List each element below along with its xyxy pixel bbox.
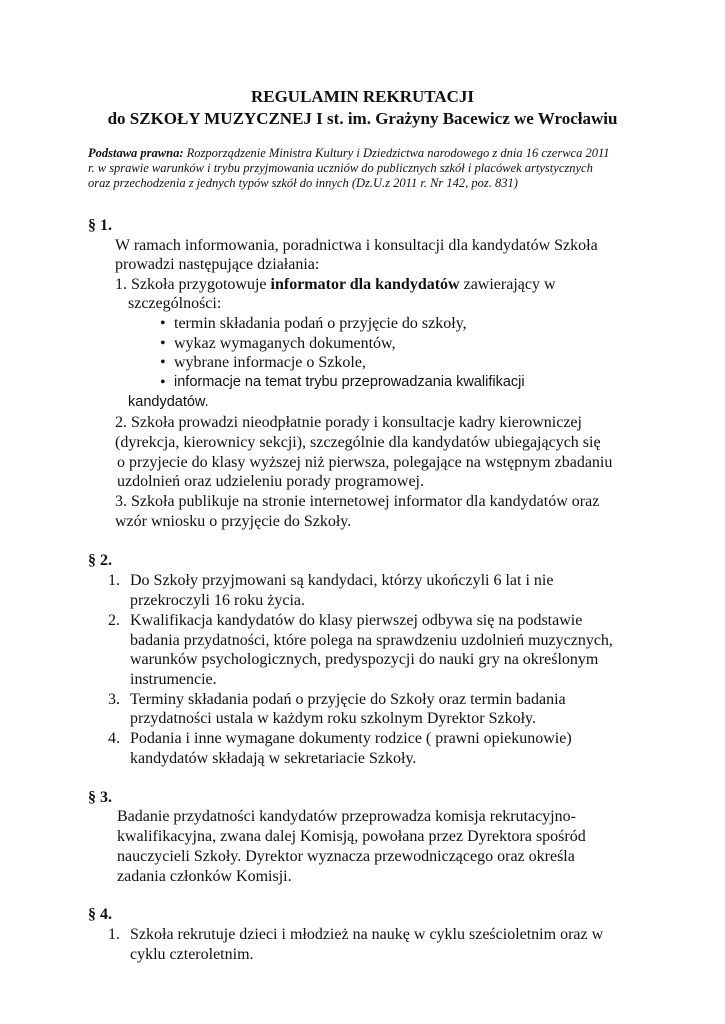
s3-line-4: zadania członków Komisji.: [117, 868, 292, 885]
bullet-icon: •: [160, 335, 166, 352]
section-1-heading: § 1.: [88, 217, 112, 234]
s1-intro-line-2: prowadzi następujące działania:: [115, 256, 320, 273]
bullet-icon: •: [160, 315, 166, 332]
s2-item-4-line-1: Podania i inne wymagane dokumenty rodzice ( prawni opiekunowie): [130, 730, 572, 747]
s4-item-1-line-1: Szkoła rekrutuje dzieci i młodzież na naukę w cyklu sześcioletnim oraz w: [130, 926, 604, 943]
s2-item-3-number: 3.: [108, 691, 120, 708]
s1-point-1-line-2: szczególności:: [128, 295, 222, 312]
section-3-heading: § 3.: [88, 789, 112, 806]
s1-bullet-2: wykaz wymaganych dokumentów,: [174, 335, 396, 352]
s1-intro-line-1: W ramach informowania, poradnictwa i konsultacji dla kandydatów Szkoła: [115, 237, 598, 254]
legal-basis-line-3: oraz przechodzenia z jednych typów szkół do innych (Dz.U.z 2011 r. Nr 142, poz. 831): [88, 176, 518, 190]
s2-item-3-line-2: przydatności ustala w każdym roku szkolnym Dyrektor Szkoły.: [130, 710, 536, 727]
legal-basis-label: Podstawa prawna:: [88, 146, 184, 160]
s4-item-1-number: 1.: [108, 926, 120, 943]
s1-point-2-line-1: 2. Szkoła prowadzi nieodpłatnie porady i konsultacje kadry kierowniczej: [115, 414, 582, 431]
section-2-heading: § 2.: [88, 552, 112, 569]
bullet-icon: •: [160, 374, 166, 391]
s3-line-2: kwalifikacyjna, zwana dalej Komisją, powołana przez Dyrektora spośród: [117, 828, 586, 845]
s2-item-1-line-1: Do Szkoły przyjmowani są kandydaci, którzy ukończyli 6 lat i nie: [130, 572, 554, 589]
s1-point-3-line-2: wzór wniosku o przyjęcie do Szkoły.: [115, 513, 352, 530]
s3-line-1: Badanie przydatności kandydatów przeprowadza komisja rekrutacyjno-: [117, 808, 576, 825]
s2-item-4-number: 4.: [108, 730, 120, 747]
s2-item-1-line-2: przekroczyli 16 roku życia.: [130, 592, 306, 609]
s4-item-1-line-2: cyklu czteroletnim.: [130, 946, 254, 963]
s2-item-4-line-2: kandydatów składają w sekretariacie Szkoły.: [130, 750, 417, 767]
s2-item-3-line-1: Terminy składania podań o przyjęcie do Szkoły oraz termin badania: [130, 691, 566, 708]
s2-item-2-line-4: instrumencie.: [130, 671, 217, 688]
s2-item-2-line-2: badania przydatności, które polega na sprawdzeniu uzdolnień muzycznych,: [130, 632, 613, 649]
legal-basis-text-1: Rozporządzenie Ministra Kultury i Dziedzictwa narodowego z dnia 16 czerwca 2011: [186, 146, 610, 160]
legal-basis: [88, 146, 658, 191]
s1-bullet-3: wybrane informacje o Szkole,: [174, 354, 366, 371]
s1-point-1-bold: informator dla kandydatów: [270, 276, 460, 293]
s1-bullet-4: informacje na temat trybu przeprowadzania kwalifikacji: [174, 374, 525, 390]
s2-item-2-line-1: Kwalifikacja kandydatów do klasy pierwszej odbywa się na podstawie: [130, 612, 583, 629]
s2-item-2-line-3: warunków psychologicznych, predyspozycji do nauki gry na określonym: [130, 651, 599, 668]
s1-point-3-line-1: 3. Szkoła publikuje na stronie internetowej informator dla kandydatów oraz: [115, 493, 600, 510]
s1-point-2-line-3: o przyjecie do klasy wyższej niż pierwsza, polegające na wstępnym zbadaniu: [117, 454, 613, 471]
legal-basis-line-2: r. w sprawie warunków i trybu przyjmowania uczniów do publicznych szkół i placówek artystycznych: [88, 161, 593, 175]
s1-point-2-line-2: (dyrekcja, kierownicy sekcji), szczególnie dla kandydatów ubiegających się: [115, 434, 601, 451]
s1-bullet-4-continuation: kandydatów.: [128, 394, 209, 410]
document-title: REGULAMIN REKRUTACJI: [250, 87, 475, 106]
s3-line-3: nauczycieli Szkoły. Dyrektor wyznacza przewodniczącego oraz określa: [117, 848, 575, 865]
s2-item-1-number: 1.: [108, 572, 120, 589]
s1-point-2-line-4: uzdolnień oraz udzieleniu porady programowej.: [117, 473, 424, 490]
s2-item-2-number: 2.: [108, 612, 120, 629]
s1-bullet-1: termin składania podań o przyjęcie do szkoły,: [174, 315, 467, 332]
s1-point-1-pre: 1. Szkoła przygotowuje: [115, 276, 271, 293]
bullet-icon: •: [160, 354, 166, 371]
section-4-heading: § 4.: [88, 906, 112, 923]
legal-basis-line-1: [88, 146, 658, 161]
document-subtitle: do SZKOŁY MUZYCZNEJ I st. im. Grażyny Bacewicz we Wrocławiu: [107, 109, 618, 128]
s1-point-1-post: zawierający w: [459, 276, 556, 293]
s1-point-1-line-1: [115, 275, 556, 295]
